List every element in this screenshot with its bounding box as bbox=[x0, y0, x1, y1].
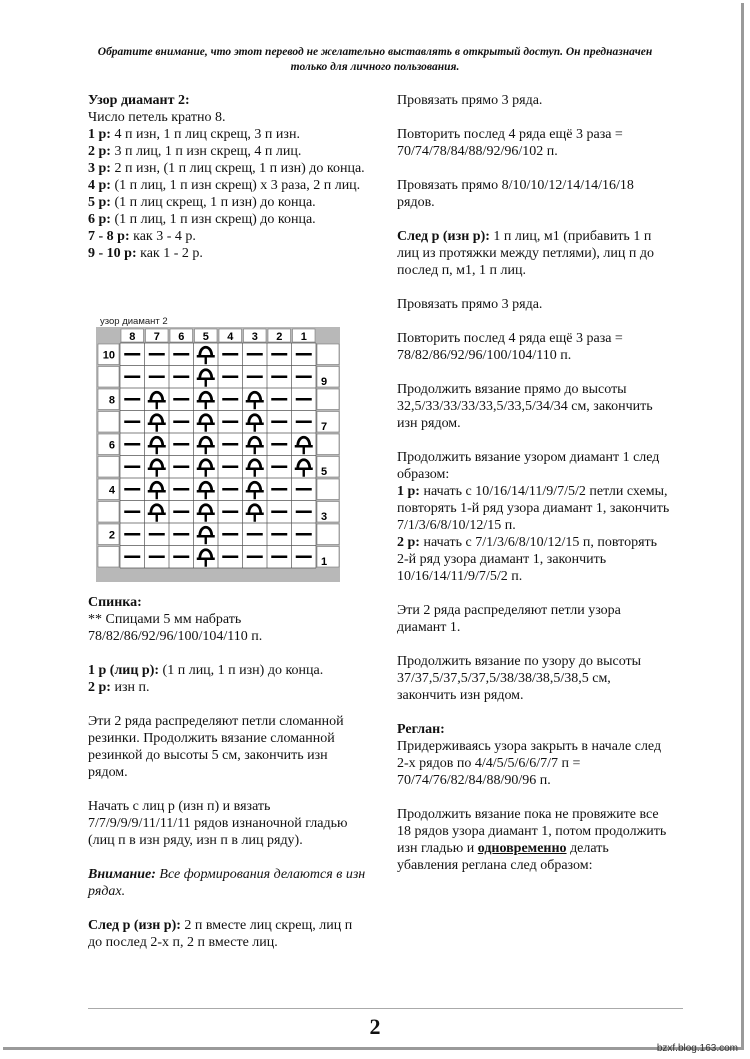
para-rib: Эти 2 ряда распределяют петли сломанной резинки. Продолжить вязание сломанной резинкой до высоты 5 см, закончить изн рядом. bbox=[88, 714, 344, 780]
right-column bbox=[397, 92, 672, 874]
left-row-cell bbox=[98, 412, 119, 433]
back-row-1-label: 1 р (лиц р): bbox=[88, 663, 160, 678]
right-row-label: 7 bbox=[321, 421, 328, 433]
pattern-row-label: 7 - 8 р: bbox=[88, 229, 130, 244]
notice-text: Обратите внимание, что этот перевод не желательно выставлять в открытый доступ. Он предназначен только для личного пользования. bbox=[97, 46, 653, 73]
attention-text: Все формирования делаются в изн рядах. bbox=[88, 867, 366, 899]
stitch-multiple: Число петель кратно 8. bbox=[88, 110, 226, 125]
chart-title: узор диамант 2 bbox=[100, 316, 168, 327]
right-row-cell bbox=[317, 434, 339, 455]
right-row-cell bbox=[317, 524, 339, 545]
right-p4-text: 1 п лиц, м1 (прибавить 1 п лиц из протяжки между петлями), лиц п до послед п, м1, 1 п лиц. bbox=[397, 229, 655, 278]
back-row-1-text: (1 п лиц, 1 п изн) до конца. bbox=[159, 663, 324, 678]
left-column-lower bbox=[88, 594, 368, 951]
right-p6: Повторить послед 4 ряда ещё 3 раза = 78/82/86/92/96/100/104/110 п. bbox=[397, 331, 623, 363]
column-label: 4 bbox=[227, 331, 234, 343]
right-p8-row1-label: 1 р: bbox=[397, 484, 420, 499]
back-row-2-text: изн п. bbox=[110, 680, 150, 695]
right-row-label: 1 bbox=[321, 556, 328, 568]
pattern-row-label: 6 р: bbox=[88, 212, 111, 227]
pattern-title: Узор диамант 2: bbox=[88, 93, 190, 108]
footer-rule bbox=[88, 1008, 683, 1009]
pattern-row-label: 4 р: bbox=[88, 178, 111, 193]
right-p12-underlined: одновременно bbox=[477, 841, 567, 856]
pattern-row bbox=[88, 228, 368, 245]
pattern-row-label: 2 р: bbox=[88, 144, 111, 159]
back-row-1 bbox=[88, 662, 368, 679]
right-p12-a: Продолжить вязание пока не провяжите все 18 рядов узора диамант 1, потом продолжить изн гладью и bbox=[397, 807, 667, 856]
back-cast-on: ** Спицами 5 мм набрать 78/82/86/92/96/100/104/110 п. bbox=[88, 612, 263, 644]
left-row-label: 10 bbox=[102, 349, 115, 362]
pattern-row bbox=[88, 194, 368, 211]
left-column bbox=[88, 92, 368, 262]
pattern-row-text: как 1 - 2 р. bbox=[136, 246, 203, 261]
left-row-label: 6 bbox=[108, 439, 115, 452]
right-p8-row2 bbox=[397, 534, 672, 585]
right-p8-row2-label: 2 р: bbox=[397, 535, 420, 550]
right-p5: Провязать прямо 3 ряда. bbox=[397, 297, 543, 312]
right-p4 bbox=[397, 228, 672, 279]
pattern-row bbox=[88, 211, 368, 228]
back-row-2-label: 2 р: bbox=[88, 680, 111, 695]
right-p11: Придерживаясь узора закрыть в начале след 2-х рядов по 4/4/5/5/6/6/7/7 п = 70/74/76/82/84/88/90/96 п. bbox=[397, 739, 662, 788]
left-row-cell bbox=[98, 547, 119, 568]
pattern-row-label: 1 р: bbox=[88, 127, 111, 142]
right-row-cell bbox=[317, 389, 339, 410]
pattern-row-text: 4 п изн, 1 п лиц скрещ, 3 п изн. bbox=[110, 127, 300, 142]
right-p1: Провязать прямо 3 ряда. bbox=[397, 93, 543, 108]
attention-label: Внимание: bbox=[88, 867, 156, 882]
left-row-label: 8 bbox=[108, 394, 115, 407]
right-row-label: 3 bbox=[321, 511, 328, 523]
pattern-row-text: (1 п лиц скрещ, 1 п изн) до конца. bbox=[110, 195, 316, 210]
pattern-row-label: 5 р: bbox=[88, 195, 111, 210]
chart-svg bbox=[96, 327, 348, 583]
pattern-row-text: как 3 - 4 р. bbox=[129, 229, 196, 244]
left-row-cell bbox=[98, 367, 119, 388]
pattern-row-text: (1 п лиц, 1 п изн скрещ) до конца. bbox=[110, 212, 316, 227]
right-p8: Продолжить вязание узором диамант 1 след образом: bbox=[397, 450, 660, 482]
right-p12-b: делать убавления реглана след образом: bbox=[397, 841, 609, 873]
right-row-cell bbox=[317, 479, 339, 500]
right-p2: Повторить послед 4 ряда ещё 3 раза = 70/74/78/84/88/92/96/102 п. bbox=[397, 127, 623, 159]
left-row-label: 2 bbox=[108, 529, 115, 542]
left-row-cell bbox=[98, 502, 119, 523]
column-label: 1 bbox=[300, 331, 307, 343]
column-label: 2 bbox=[276, 331, 283, 343]
raglan-title: Реглан: bbox=[397, 722, 445, 737]
pattern-row-label: 9 - 10 р: bbox=[88, 246, 137, 261]
next-row-label: След р (изн р): bbox=[88, 918, 181, 933]
pattern-row bbox=[88, 160, 368, 177]
pattern-row-text: 2 п изн, (1 п лиц скрещ, 1 п изн) до конца. bbox=[110, 161, 365, 176]
right-row-label: 9 bbox=[321, 376, 328, 388]
right-p8-row2-text: начать с 7/1/3/6/8/10/12/15 п, повторять 2-й ряд узора диамант 1, закончить 10/16/14/11/9/7/5/2 п. bbox=[397, 535, 658, 584]
right-p10: Продолжить вязание по узору до высоты 37/37,5/37,5/37,5/38/38/38,5/38,5 см, закончить изн рядом. bbox=[397, 654, 642, 703]
back-title: Спинка: bbox=[88, 595, 142, 610]
right-row-cell bbox=[317, 344, 339, 365]
column-label: 8 bbox=[129, 331, 136, 343]
right-p8-row1-text: начать с 10/16/14/11/9/7/5/2 петли схемы, повторять 1-й ряд узора диамант 1, закончить 7/1/3/6/8/10/12/15 п. bbox=[397, 484, 670, 533]
watermark: bzxf.blog.163.com bbox=[656, 1043, 738, 1054]
left-row-cell bbox=[98, 457, 119, 478]
right-p12 bbox=[397, 806, 672, 874]
right-p8-row1 bbox=[397, 483, 672, 534]
right-row-label: 5 bbox=[321, 466, 328, 478]
pattern-row bbox=[88, 143, 368, 160]
next-row-instruction bbox=[88, 917, 368, 951]
para-start: Начать с лиц р (изн п) и вязать 7/7/9/9/9/11/11/11 рядов изнаночной гладью (лиц п в изн ряду, изн п в лиц ряду). bbox=[88, 799, 348, 848]
pattern-row-label: 3 р: bbox=[88, 161, 111, 176]
column-label: 5 bbox=[202, 331, 209, 343]
stitch-chart bbox=[96, 313, 348, 583]
right-p9: Эти 2 ряда распределяют петли узора диамант 1. bbox=[397, 603, 621, 635]
column-label: 6 bbox=[178, 331, 185, 343]
pattern-row-text: 3 п лиц, 1 п изн скрещ, 4 п лиц. bbox=[110, 144, 302, 159]
column-label: 3 bbox=[251, 331, 258, 343]
right-p7: Продолжить вязание прямо до высоты 32,5/33/33/33/33,5/33,5/34/34 см, закончить изн рядом. bbox=[397, 382, 653, 431]
left-row-label: 4 bbox=[108, 484, 115, 497]
right-p3: Провязать прямо 8/10/10/12/14/14/16/18 рядов. bbox=[397, 178, 634, 210]
column-label: 7 bbox=[153, 331, 160, 343]
attention-note bbox=[88, 866, 368, 900]
pattern-row bbox=[88, 177, 368, 194]
next-row-text: 2 п вместе лиц скрещ, лиц п до послед 2-х п, 2 п вместе лиц. bbox=[88, 918, 353, 950]
pattern-rows bbox=[88, 126, 368, 262]
pattern-row-text: (1 п лиц, 1 п изн скрещ) х 3 раза, 2 п лиц. bbox=[110, 178, 361, 193]
page-number: 2 bbox=[369, 1014, 381, 1039]
pattern-row bbox=[88, 126, 368, 143]
back-row-2 bbox=[88, 679, 368, 696]
pattern-row bbox=[88, 245, 368, 262]
right-p4-label: След р (изн р): bbox=[397, 229, 490, 244]
